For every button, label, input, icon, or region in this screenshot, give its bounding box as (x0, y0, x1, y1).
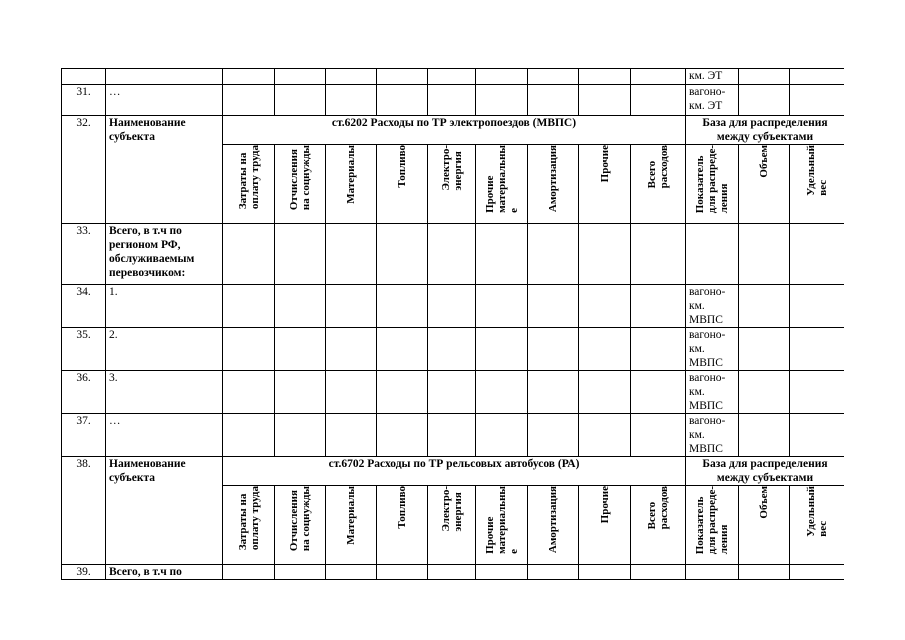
base-indicator: вагоно- км. МВПС (686, 285, 739, 328)
column-header: Материалы (326, 145, 377, 224)
column-header: Электро- энергия (428, 486, 476, 565)
section-title: ст.6202 Расходы по ТР электропоездов (МВПС) (223, 116, 686, 145)
table-row (62, 285, 845, 328)
base-title: База для распределения между субъектами (686, 457, 845, 486)
base-column-header: Удельный вес (790, 145, 845, 224)
base-indicator: вагоно- км. ЭТ (686, 85, 739, 116)
column-header: Электро- энергия (428, 145, 476, 224)
row-name: … (106, 85, 223, 116)
row-number: 36. (62, 371, 106, 414)
row-number (62, 69, 106, 85)
table-row (62, 85, 845, 116)
document-table-wrapper (61, 68, 844, 628)
row-name: Всего, в т.ч по (106, 565, 223, 580)
base-title: База для распределения между субъектами (686, 116, 845, 145)
column-header: Топливо (377, 486, 428, 565)
table-row (62, 224, 845, 285)
cost-distribution-table (61, 68, 844, 580)
table-row (62, 69, 845, 85)
row-name: 2. (106, 328, 223, 371)
table-row (62, 565, 845, 580)
column-header: Амортизация (528, 145, 579, 224)
row-number: 35. (62, 328, 106, 371)
section-header-row (62, 116, 845, 145)
table-row (62, 328, 845, 371)
row-number: 31. (62, 85, 106, 116)
row-number: 32. (62, 116, 106, 224)
base-column-header: Удельный вес (790, 486, 845, 565)
subject-header: Наименование субъекта (106, 457, 223, 565)
row-number: 39. (62, 565, 106, 580)
row-number: 34. (62, 285, 106, 328)
column-header: Топливо (377, 145, 428, 224)
column-header: Прочие материальны е (476, 145, 528, 224)
base-column-header: Объем (739, 145, 790, 224)
base-indicator: км. ЭТ (686, 69, 739, 85)
table-row (62, 371, 845, 414)
section-title: ст.6702 Расходы по ТР рельсовых автобусов (РА) (223, 457, 686, 486)
base-column-header: Показатель для распреде- ления (686, 486, 739, 565)
column-header: Отчисления на соцнужды (275, 145, 326, 224)
section-header-row (62, 457, 845, 486)
row-number: 38. (62, 457, 106, 565)
column-header: Всего расходов (631, 145, 686, 224)
column-header: Отчисления на соцнужды (275, 486, 326, 565)
column-header: Прочие (579, 486, 631, 565)
row-name: 3. (106, 371, 223, 414)
column-header: Амортизация (528, 486, 579, 565)
base-indicator: вагоно- км. МВПС (686, 371, 739, 414)
column-header: Затраты на оплату труда (223, 486, 275, 565)
row-name: 1. (106, 285, 223, 328)
table-row (62, 414, 845, 457)
base-column-header: Объем (739, 486, 790, 565)
row-name: Всего, в т.ч по регионом РФ, обслуживаемым перевозчиком: (106, 224, 223, 285)
subject-header: Наименование субъекта (106, 116, 223, 224)
row-number: 33. (62, 224, 106, 285)
base-indicator: вагоно- км. МВПС (686, 328, 739, 371)
column-header: Затраты на оплату труда (223, 145, 275, 224)
column-header: Всего расходов (631, 486, 686, 565)
base-indicator: вагоно- км. МВПС (686, 414, 739, 457)
column-header: Прочие (579, 145, 631, 224)
row-name: … (106, 414, 223, 457)
base-column-header: Показатель для распреде- ления (686, 145, 739, 224)
row-number: 37. (62, 414, 106, 457)
row-name (106, 69, 223, 85)
column-header: Прочие материальны е (476, 486, 528, 565)
column-header: Материалы (326, 486, 377, 565)
